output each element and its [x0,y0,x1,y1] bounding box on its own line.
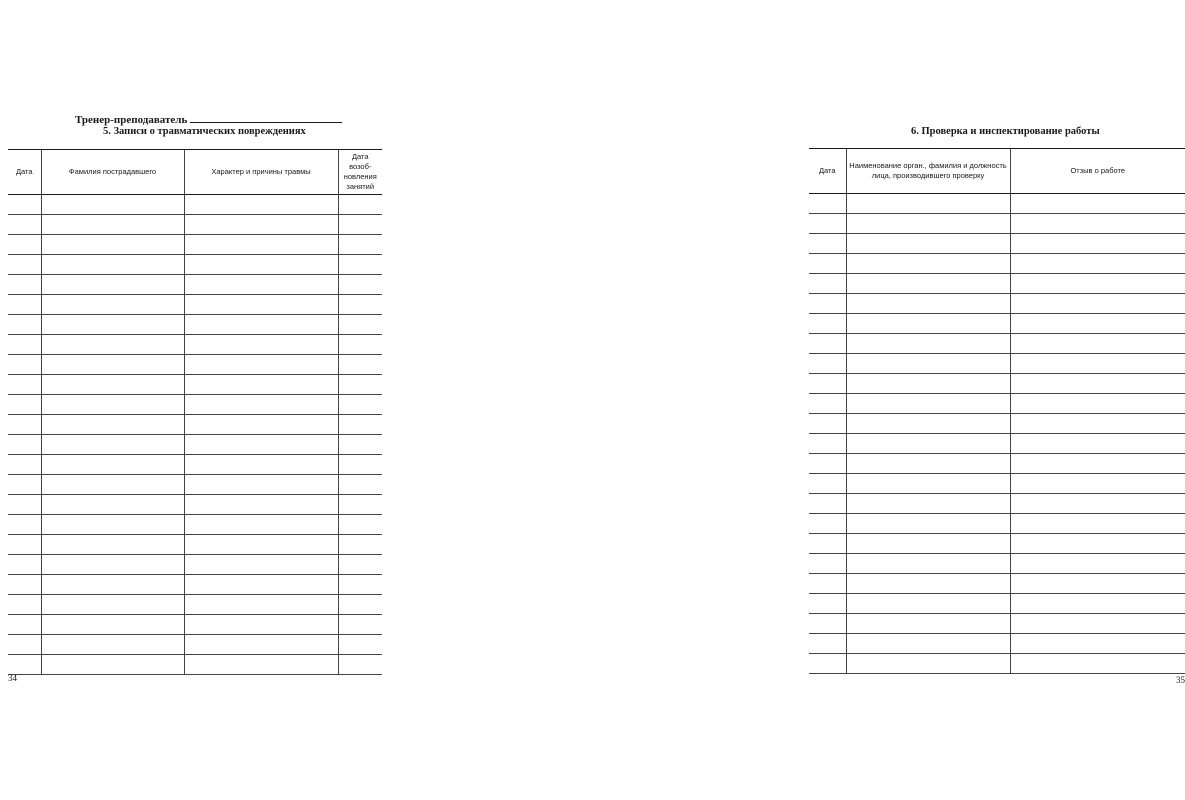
table-row [809,194,1185,214]
table-cell [8,335,41,355]
table-cell [1010,634,1185,654]
table-cell [809,554,846,574]
table-cell [184,195,338,215]
table-row [809,374,1185,394]
table-cell [846,454,1010,474]
table-cell [846,414,1010,434]
table-cell [809,594,846,614]
table-cell [1010,554,1185,574]
table-cell [8,535,41,555]
table-cell [846,394,1010,414]
table-cell [338,635,382,655]
column-header-victim-surname: Фамилия пострадавшего [41,150,184,195]
inspection-table-body [809,194,1185,674]
table-cell [8,655,41,675]
table-cell [8,475,41,495]
table-row [809,334,1185,354]
table-row [809,434,1185,454]
table-cell [184,515,338,535]
table-cell [184,615,338,635]
table-row [8,335,382,355]
table-row [8,355,382,375]
table-cell [809,454,846,474]
table-cell [809,214,846,234]
table-cell [1010,514,1185,534]
table-cell [338,215,382,235]
column-header-injury-cause: Характер и причины травмы [184,150,338,195]
table-row [8,295,382,315]
table-row [8,655,382,675]
table-row [8,575,382,595]
table-cell [8,435,41,455]
table-cell [338,435,382,455]
table-cell [809,254,846,274]
table-cell [41,655,184,675]
table-cell [184,555,338,575]
table-cell [338,295,382,315]
table-cell [41,375,184,395]
table-row [809,614,1185,634]
table-header-row [8,150,382,195]
table-cell [846,234,1010,254]
table-row [809,534,1185,554]
table-row [809,254,1185,274]
table-row [8,375,382,395]
table-cell [184,395,338,415]
table-cell [846,654,1010,674]
table-row [8,615,382,635]
table-cell [8,555,41,575]
table-cell [809,294,846,314]
table-cell [1010,254,1185,274]
table-row [809,454,1185,474]
trainer-signature-blank [190,112,342,123]
table-cell [809,354,846,374]
table-cell [41,275,184,295]
table-cell [184,455,338,475]
table-cell [846,614,1010,634]
column-header-date: Дата [809,149,846,194]
table-cell [41,435,184,455]
table-row [8,495,382,515]
table-cell [184,435,338,455]
table-cell [809,234,846,254]
table-cell [846,334,1010,354]
table-cell [184,215,338,235]
table-row [8,255,382,275]
table-cell [41,315,184,335]
table-cell [1010,394,1185,414]
table-cell [8,375,41,395]
table-cell [1010,434,1185,454]
table-row [8,595,382,615]
table-row [8,215,382,235]
table-cell [41,495,184,515]
table-row [8,475,382,495]
table-cell [1010,294,1185,314]
page-number: 34 [8,673,17,683]
table-cell [41,355,184,375]
table-cell [338,495,382,515]
table-cell [41,255,184,275]
table-cell [338,195,382,215]
table-cell [184,335,338,355]
table-cell [809,434,846,454]
table-cell [184,415,338,435]
table-cell [338,315,382,335]
table-cell [41,535,184,555]
column-header-date: Дата [8,150,41,195]
table-cell [809,314,846,334]
table-cell [338,355,382,375]
table-cell [846,214,1010,234]
table-row [8,455,382,475]
table-row [809,634,1185,654]
table-cell [809,394,846,414]
table-row [8,395,382,415]
table-cell [41,615,184,635]
table-cell [8,235,41,255]
table-cell [338,615,382,635]
table-row [809,574,1185,594]
table-row [8,415,382,435]
table-cell [8,575,41,595]
table-cell [1010,334,1185,354]
table-cell [809,194,846,214]
table-cell [41,395,184,415]
table-row [809,294,1185,314]
table-cell [184,595,338,615]
table-cell [1010,594,1185,614]
table-cell [41,635,184,655]
table-row [809,494,1185,514]
table-cell [1010,534,1185,554]
table-cell [1010,354,1185,374]
table-cell [1010,574,1185,594]
table-cell [338,595,382,615]
table-cell [184,575,338,595]
table-cell [338,255,382,275]
table-cell [338,275,382,295]
table-row [809,394,1185,414]
table-cell [184,315,338,335]
table-cell [846,474,1010,494]
table-cell [1010,274,1185,294]
table-cell [846,634,1010,654]
table-cell [809,334,846,354]
table-cell [846,354,1010,374]
table-cell [184,495,338,515]
table-cell [1010,454,1185,474]
table-cell [41,215,184,235]
table-cell [846,254,1010,274]
table-cell [8,415,41,435]
table-cell [8,455,41,475]
table-row [8,275,382,295]
table-cell [184,355,338,375]
table-cell [8,275,41,295]
injury-records-table [8,149,382,675]
table-row [8,515,382,535]
table-cell [846,294,1010,314]
inspection-section-title: 6. Проверка и инспектирование работы [911,126,1100,137]
table-cell [8,255,41,275]
right-page [400,0,1185,800]
table-cell [338,575,382,595]
table-header-row [809,149,1185,194]
table-cell [809,634,846,654]
table-cell [338,415,382,435]
table-row [8,635,382,655]
table-cell [809,274,846,294]
table-cell [846,194,1010,214]
column-header-inspector: Наименование орган., фамилия и должность лица, производившего проверку [846,149,1010,194]
table-cell [184,275,338,295]
table-cell [809,654,846,674]
table-cell [41,415,184,435]
table-row [809,474,1185,494]
table-cell [1010,194,1185,214]
table-cell [338,375,382,395]
table-cell [338,395,382,415]
table-cell [809,374,846,394]
injury-section-title: 5. Записи о травматических повреждениях [103,126,306,137]
table-cell [338,235,382,255]
table-cell [846,374,1010,394]
table-cell [338,455,382,475]
table-cell [41,595,184,615]
table-cell [184,235,338,255]
table-cell [846,554,1010,574]
table-cell [338,555,382,575]
trainer-line [75,112,342,126]
table-cell [1010,374,1185,394]
table-row [809,234,1185,254]
table-cell [41,295,184,315]
table-cell [338,515,382,535]
table-cell [1010,654,1185,674]
table-row [8,555,382,575]
table-cell [41,195,184,215]
table-cell [338,335,382,355]
page-number: 35 [1176,675,1185,685]
table-cell [846,494,1010,514]
table-row [8,235,382,255]
table-cell [8,515,41,535]
injury-table-body [8,195,382,675]
table-cell [1010,214,1185,234]
table-row [809,414,1185,434]
table-cell [184,635,338,655]
table-cell [184,295,338,315]
table-row [8,435,382,455]
table-cell [846,314,1010,334]
table-cell [41,575,184,595]
table-cell [41,515,184,535]
table-cell [809,474,846,494]
table-row [809,354,1185,374]
table-cell [41,555,184,575]
table-cell [41,475,184,495]
table-row [809,554,1185,574]
table-cell [809,494,846,514]
table-cell [809,614,846,634]
table-cell [809,514,846,534]
table-cell [338,655,382,675]
table-cell [1010,614,1185,634]
table-cell [184,655,338,675]
table-row [8,315,382,335]
table-cell [809,534,846,554]
table-cell [1010,494,1185,514]
table-cell [1010,414,1185,434]
table-cell [8,495,41,515]
table-row [8,195,382,215]
table-cell [809,574,846,594]
table-cell [8,295,41,315]
table-cell [184,255,338,275]
table-cell [8,195,41,215]
table-cell [846,594,1010,614]
table-cell [184,475,338,495]
table-cell [41,235,184,255]
table-cell [41,455,184,475]
table-cell [846,434,1010,454]
table-cell [8,395,41,415]
table-row [809,514,1185,534]
table-cell [846,514,1010,534]
table-cell [8,615,41,635]
table-row [809,594,1185,614]
table-row [809,274,1185,294]
table-cell [8,355,41,375]
table-cell [184,535,338,555]
table-cell [1010,314,1185,334]
inspection-records-table [809,148,1185,674]
left-page [0,0,400,800]
table-cell [8,595,41,615]
table-cell [846,534,1010,554]
table-cell [41,335,184,355]
table-cell [846,274,1010,294]
table-cell [809,414,846,434]
table-cell [1010,474,1185,494]
table-row [809,654,1185,674]
table-cell [184,375,338,395]
column-header-resume-date: Дата возоб-новления занятий [338,150,382,195]
table-cell [338,535,382,555]
table-row [8,535,382,555]
table-cell [8,215,41,235]
trainer-label: Тренер-преподаватель [75,114,188,126]
table-cell [8,315,41,335]
table-row [809,214,1185,234]
column-header-review: Отзыв о работе [1010,149,1185,194]
table-cell [846,574,1010,594]
table-cell [338,475,382,495]
table-cell [1010,234,1185,254]
table-cell [8,635,41,655]
table-row [809,314,1185,334]
